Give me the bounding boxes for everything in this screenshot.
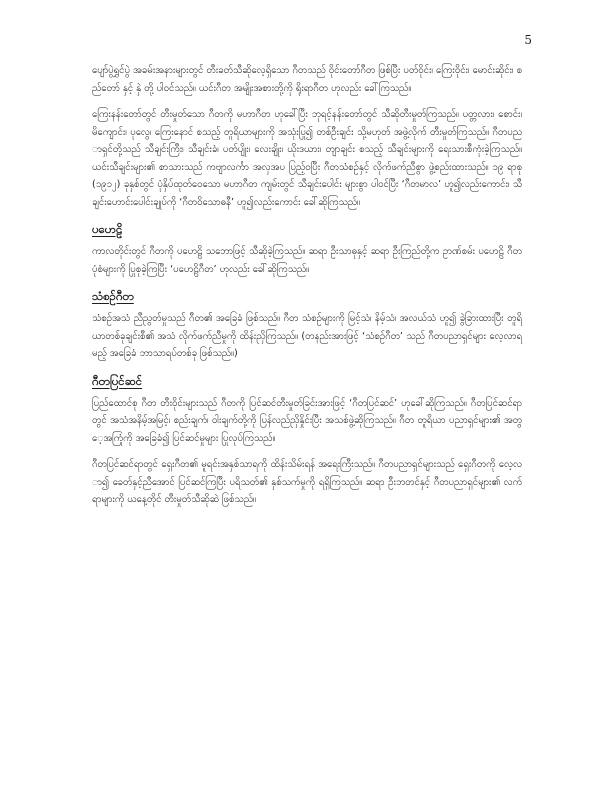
paragraph-two: ကြေးနန်းတော်တွင် တီးမှုတ်သော ဂီတကို မဟာဂီတ ဟုခေါ်ပြီး ဘုရင့်နန်းတော်တွင် သီဆိုတီးမှုတ်ကြသည်။ ပတ္တလား၊ စောင်း၊ မိကျောင်း၊ ပုလွေ၊ ကြေးနောင် စသည့် တူရိယာများကို အသုံးပြု၍ တစ်ဦးချင်း သို့မဟုတ် အဖွဲ့လိုက် တီးမှုတ်ကြသည်။ ဂီတပညာရှင်တို့သည် သီချင်းကြီး၊ သီချင်းခံ၊ ပတ်ပျိုး၊ လေးချိုး၊ ယိုးဒယား၊ တျာချင်း စသည့် သီချင်းများကို ရေးသားစီကုံးခဲ့ကြသည်။ ယင်းသီချင်းများ၏ စာသားသည် ကဗျာလင်္ကာ အလှအပ ပြည့်ဝပြီး ဂီတသံစဉ်နှင့် လိုက်ဖက်ညီစွာ ဖွဲ့စည်းထားသည်။ ၁၉ ရာစု (၁၉၁၂) ခုနှစ်တွင် ပုံနှိပ်ထုတ်ဝေသော မဟာဂီတ ကျမ်းတွင် သီချင်းပေါင်း များစွာ ပါဝင်ပြီး ‘ဂီတမာလ’ ဟူ၍လည်းကောင်း၊ သီချင်းဟောင်းပေါင်းချုပ်ကို ‘ဂီတဝိသောဓနီ’ ဟူ၍လည်းကောင်း ခေါ်ဆိုကြသည်။ <box>92 109 522 208</box>
section-heading-one: ပဟေဠိ <box>92 222 123 236</box>
intro-paragraph: ပျော်ပွဲရွှင်ပွဲ အခမ်းအနားများတွင် တီးခတ်သီဆိုလေ့ရှိသော ဂီတသည် ဝိုင်းတော်ဂီတ ဖြစ်ပြီး ပတ်ဝိုင်း၊ ကြေးဝိုင်း၊ မောင်းဆိုင်း၊ စည်တော် နှင့် နှဲ တို့ ပါဝင်သည်။ ယင်းဂီတ အမျိုးအစားတို့ကို ရိုးရာဂီတ ဟုလည်း ခေါ်ကြသည်။ <box>92 65 522 94</box>
paragraph-six: ဂီတပြင်ဆင်ရာတွင် ရှေးဂီတ၏ မူရင်းအနှစ်သာရကို ထိန်းသိမ်းရန် အရေးကြီးသည်။ ဂီတပညာရှင်များသည် ရှေးဂီတကို လေ့လာ၍ ခေတ်နှင့်ညီအောင် ပြင်ဆင်ကြပြီး ပရိသတ်၏ နှစ်သက်မှုကို ရရှိကြသည်။ ဆရာ ဦးဘတင်နှင့် ဂီတပညာရှင်များ၏ လက်ရာများကို ယနေ့တိုင် တီးမှုတ်သီဆိုဆဲ ဖြစ်သည်။ <box>92 459 522 505</box>
paragraph-three: ကာလတိုင်းတွင် ဂီတကို ပဟေဠိ သဘောဖြင့် သီဆိုခဲ့ကြသည်။ ဆရာ ဦးသာဓုနှင့် ဆရာ ဦးကြည်တို့က ဥာဏ်စမ်း ပဟေဠိ ဂီတ ပုံစံများကို ပြုစုခဲ့ကြပြီး ‘ပဟေဠိဂီတ’ ဟုလည်း ခေါ်ဆိုကြသည်။ <box>92 246 522 275</box>
page-number: 5 <box>524 33 532 47</box>
document-body <box>92 62 522 518</box>
paragraph-four: သံစဉ်အသံ ညီညွတ်မှုသည် ဂီတ၏ အခြေခံ ဖြစ်သည်။ ဂီတ သံစဉ်များကို မြင့်သံ၊ နိမ့်သံ၊ အလယ်သံ ဟူ၍ ခွဲခြားထားပြီး တူရိယာတစ်ခုချင်းစီ၏ အသံ လိုက်ဖက်ညီမှုကို ထိန်းညှိကြသည်။ (တနည်းအားဖြင့် ‘သံစဉ်ဂီတ’ သည် ဂီတပညာရှင်များ လေ့လာရမည့် အခြေခံ ဘာသာရပ်တစ်ခု ဖြစ်သည်။) <box>92 313 522 359</box>
section-heading-two: သံစဉ်ဂီတ <box>92 289 134 303</box>
section-heading-three: ဂီတပြင်ဆင် <box>92 373 143 388</box>
paragraph-five: ပြည်ထောင်စု ဂီတ တီးဝိုင်းများသည် ဂီတကို ပြင်ဆင်တီးမှုတ်ခြင်းအားဖြင့် ‘ဂီတပြင်ဆင်’ ဟုခေါ်ဆိုကြသည်။ ဂီတပြင်ဆင်ရာတွင် အသံအနိမ့်အမြင့်၊ စည်းချက်၊ ဝါးချက်တို့ကို ပြန်လည်ညှိနှိုင်းပြီး အသစ်ဖွဲ့ဆိုကြသည်။ ဂီတ တူရိယာ ပညာရှင်များ၏ အတွေ့အကြုံကို အခြေခံ၍ ပြင်ဆင်မှုများ ပြုလုပ်ကြသည်။ <box>92 397 522 444</box>
